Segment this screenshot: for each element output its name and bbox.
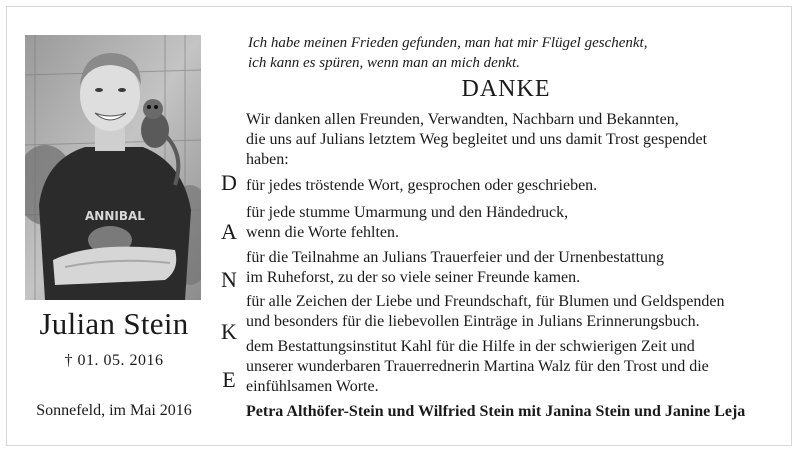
intro-text — [246, 110, 786, 170]
intro-line: haben: — [246, 151, 289, 168]
acrostic-letter-d: D — [221, 170, 237, 195]
shirt-print: ANNIBAL — [85, 209, 145, 223]
thanks-line: für jede stumme Umarmung und den Händedruck, — [246, 204, 569, 221]
quote-line: ich kann es spüren, wenn man an mich denkt. — [248, 55, 520, 71]
intro-line: Wir danken allen Freunden, Verwandten, Nachbarn und Bekannten, — [246, 111, 679, 128]
thanks-item — [246, 176, 786, 196]
thanks-line: dem Bestattungsinstitut Kahl für die Hilfe in der schwierigen Zeit und — [246, 338, 695, 355]
thanks-item — [246, 203, 786, 243]
quote-line: Ich habe meinen Frieden gefunden, man hat mir Flügel geschenkt, — [248, 35, 648, 51]
acrostic-letter-e: E — [222, 367, 236, 392]
thanks-line: einfühlsamen Worte. — [246, 378, 379, 395]
intro-line: die uns auf Julians letztem Weg begleitet und uns damit Trost gespendet — [246, 131, 708, 148]
thanks-line: und besonders für die liebevollen Einträge in Julians Erinnerungsbuch. — [246, 313, 700, 330]
quote — [248, 33, 768, 73]
thanks-item — [246, 292, 786, 332]
deceased-name: Julian Stein — [39, 306, 189, 341]
thanks-line: unserer wunderbaren Trauerrednerin Martina Walz für den Trost und die — [246, 358, 709, 375]
thanks-item — [246, 248, 786, 288]
thanks-line: wenn die Worte fehlten. — [246, 224, 400, 241]
thanks-line: für alle Zeichen der Liebe und Freundschaft, für Blumen und Geldspenden — [246, 293, 725, 310]
thanks-line: für jedes tröstende Wort, gesprochen oder geschrieben. — [246, 177, 598, 194]
acrostic-letter-k: K — [221, 319, 237, 344]
thanks-item — [246, 337, 786, 397]
death-date: † 01. 05. 2016 — [64, 352, 164, 369]
acrostic-letter-n: N — [221, 267, 237, 292]
thanks-line: im Ruheforst, zu der so viele seiner Freunde kamen. — [246, 269, 581, 286]
thanks-line: für die Teilnahme an Julians Trauerfeier und der Urnenbestattung — [246, 249, 665, 266]
place-and-date: Sonnefeld, im Mai 2016 — [36, 402, 192, 419]
acrostic-letter-a: A — [221, 219, 237, 244]
danke-heading: DANKE — [461, 76, 551, 102]
signature: Petra Althöfer-Stein und Wilfried Stein mit Janina Stein und Janine Leja — [246, 403, 746, 420]
portrait-photo — [25, 35, 201, 300]
